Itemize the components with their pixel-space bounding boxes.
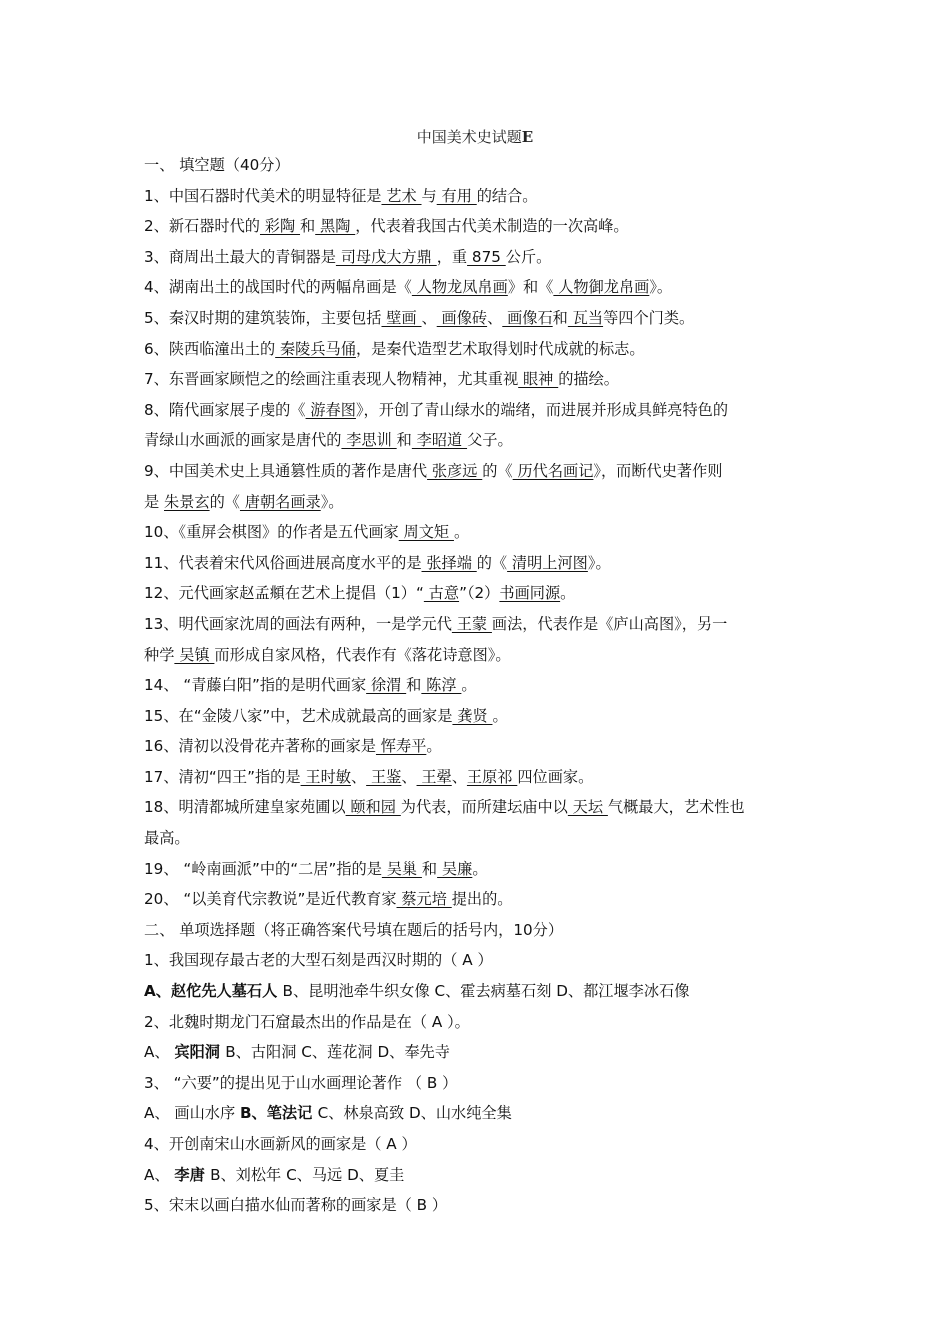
mc-question-5: 5、宋末以画白描水仙而著称的画家是（ B ）: [144, 1196, 448, 1215]
q8-answer-2: 李思训: [341, 431, 397, 450]
q9-text: 是: [144, 492, 165, 511]
mc-question-3: 3、 “六要”的提出见于山水画理论著作 （ B ）: [144, 1073, 458, 1092]
q14-answer-1: 徐渭: [366, 676, 407, 695]
question-2: [144, 211, 809, 242]
q13-text: 种学: [144, 645, 175, 664]
q4-text: 》和《: [507, 278, 554, 297]
q12-answer-1: 古意: [423, 584, 460, 603]
q13-answer-1: 王蒙: [451, 614, 492, 633]
q1-answer-2: 有用: [436, 186, 477, 205]
q8-text: 青绿山水画派的画家是唐代的: [144, 431, 342, 450]
q3-answer-1: 司母戊大方鼎: [335, 247, 437, 266]
q17-text: 、: [451, 767, 467, 786]
q18-answer-2: 天坛: [567, 798, 608, 817]
q8-answer-1: 游春图: [305, 400, 356, 419]
q17-answer-2: 王鉴: [366, 767, 402, 786]
q12-text: 。: [560, 584, 576, 603]
mc-options-4: [144, 1160, 809, 1191]
q19-answer-2: 吴廉: [437, 859, 473, 878]
q16-text: 。: [426, 737, 442, 756]
q5-text: 和: [552, 308, 568, 327]
q1-text: 与: [421, 186, 437, 205]
q5-answer-4: 瓦当: [567, 308, 604, 327]
question-11: [144, 548, 809, 579]
question-3: [144, 242, 809, 273]
mc-question-4: 4、开创南宋山水画新风的画家是（ A ）: [144, 1135, 417, 1153]
q19-text: 和: [421, 859, 438, 878]
q2-text: ，代表着我国古代美术制造的一次高峰。: [355, 217, 629, 236]
mc4-option-prefix: A、: [144, 1165, 175, 1184]
q9-text: 》。: [320, 492, 344, 511]
q17-text: 17、清初“四王”指的是: [144, 767, 301, 786]
mc4-correct-option: 李唐: [174, 1165, 211, 1184]
q5-text: 5、秦汉时期的建筑装饰，主要包括: [144, 308, 382, 327]
q1-text: 的结合。: [476, 186, 538, 205]
q17-text: 四位画家。: [517, 767, 594, 786]
q3-text: 3、商周出土最大的青铜器是: [144, 247, 336, 266]
q13-answer-2: 吴镇: [174, 645, 215, 664]
q13-text: 而形成自家风格，代表作有《落花诗意图》。: [214, 645, 511, 664]
q5-answer-2: 画像砖: [436, 308, 488, 327]
q11-text: 》。: [587, 553, 611, 572]
q13-text: 13、明代画家沈周的画法有两种，一是学元代: [144, 614, 452, 633]
question-18: [144, 792, 809, 823]
document-title: [0, 126, 950, 147]
q11-answer-2: 清明上河图: [507, 553, 588, 572]
q18-text: 气概最大，艺术性也: [607, 798, 745, 817]
q7-text: 的描绘。: [558, 370, 619, 389]
q16-text: 16、清初以没骨花卉著称的画家是: [144, 737, 376, 756]
question-16: [144, 731, 809, 762]
question-4: [144, 272, 809, 303]
q10-text: 10、《重屏会棋图》的作者是五代画家: [144, 523, 399, 542]
q2-answer-1: 彩陶: [259, 217, 301, 236]
q18-text: 18、明清都城所建皇家苑圃以: [144, 798, 346, 817]
mc2-correct-option: 宾阳洞: [174, 1043, 226, 1062]
question-10: [144, 517, 809, 548]
q15-text: 。: [492, 706, 508, 725]
title-suffix: E: [521, 128, 534, 146]
q9-answer-4: 唐朝名画录: [239, 492, 321, 511]
question-19: [144, 854, 809, 885]
q5-answer-3: 画像石: [502, 308, 553, 327]
q8-text: 8、隋代画家展子虔的《: [144, 400, 306, 419]
question-6: [144, 334, 809, 365]
q3-text: 公斤。: [505, 247, 552, 266]
q1-text: 1、中国石器时代美术的明显特征是: [144, 186, 382, 205]
q17-answer-1: 王时敏: [300, 767, 351, 786]
q4-answer-2: 人物御龙帛画: [553, 278, 650, 297]
q14-answer-2: 陈淳: [421, 676, 462, 695]
section-2-header: 二、 单项选择题（将正确答案代号填在题后的括号内，10分）: [144, 920, 564, 939]
q10-answer-1: 周文矩: [398, 523, 454, 542]
mc4-other-options: B、刘松年 C、马远 D、夏圭: [210, 1165, 405, 1184]
q2-text: 2、新石器时代的: [144, 217, 260, 236]
mc3-option-prefix: A、 画山水序: [144, 1104, 240, 1123]
question-1: [144, 181, 809, 212]
mc-options-3: [144, 1098, 809, 1129]
question-13: [144, 609, 809, 640]
q2-answer-2: 黑陶: [315, 217, 356, 236]
q9-text: 的《: [482, 461, 513, 480]
q14-text: 14、 “青藤白阳”指的是明代画家: [144, 676, 367, 695]
question-9-continued: [144, 487, 809, 518]
q17-text: 、: [350, 767, 367, 786]
q11-text: 的《: [476, 553, 508, 572]
mc-question-2: 2、北魏时期龙门石窟最杰出的作品是在（ A ）。: [144, 1012, 470, 1031]
q8-text: 》，开创了青山绿水的端绪，而进展并形成具鲜亮特色的: [355, 400, 729, 419]
q19-text: 。: [472, 859, 488, 878]
question-12: [144, 578, 809, 609]
question-18-continued: 最高。: [144, 829, 190, 848]
q20-text: 提出的。: [451, 890, 513, 909]
question-13-continued: [144, 640, 809, 671]
q2-text: 和: [300, 217, 316, 236]
q17-answer-4: 王原祁: [466, 767, 518, 786]
q9-answer-1: 张彦远: [427, 461, 483, 480]
question-8-continued: [144, 425, 809, 456]
q4-answer-1: 人物龙凤帛画: [411, 278, 508, 297]
q10-text: 。: [453, 523, 470, 542]
q1-answer-1: 艺术: [381, 186, 422, 205]
q12-text: ”（2）: [459, 584, 500, 603]
title-text: 中国美术史试题: [416, 128, 522, 146]
question-15: [144, 701, 809, 732]
q5-text: 、: [421, 308, 437, 327]
question-14: [144, 670, 809, 701]
q14-text: 和: [406, 676, 422, 695]
q5-answer-1: 壁画: [381, 308, 422, 327]
q5-text: 、: [487, 308, 503, 327]
mc-options-1: [144, 976, 809, 1007]
q4-text: 》。: [649, 278, 673, 297]
exam-content: [144, 150, 809, 1221]
q11-answer-1: 张择端: [421, 553, 477, 572]
q4-text: 4、湖南出土的战国时代的两幅帛画是《: [144, 278, 412, 297]
mc3-other-options: C、林泉高致 D、山水纯全集: [317, 1104, 512, 1123]
q6-answer-1: 秦陵兵马俑: [275, 339, 356, 358]
q3-text: ，重: [436, 247, 468, 266]
q6-text: ，是秦代造型艺术取得划时代成就的标志。: [355, 339, 645, 358]
q19-answer-1: 吴巢: [381, 859, 422, 878]
question-17: [144, 762, 809, 793]
q8-text: 父子。: [467, 431, 513, 450]
question-5: [144, 303, 809, 334]
q13-text: 画法，代表作是《庐山高图》，另一: [491, 614, 728, 633]
q18-answer-1: 颐和园: [345, 798, 401, 817]
q16-answer-1: 恽寿平: [375, 737, 427, 756]
q8-answer-3: 李昭道: [411, 431, 468, 450]
mc3-correct-option: B、笔法记: [239, 1104, 318, 1123]
q17-text: 、: [401, 767, 417, 786]
mc-question-1: 1、我国现存最古老的大型石刻是西汉时期的（ A ）: [144, 951, 493, 970]
q15-text: 15、在“金陵八家”中，艺术成就最高的画家是: [144, 706, 453, 725]
q9-text: 9、中国美术史上具通篡性质的著作是唐代: [144, 461, 428, 480]
q11-text: 11、代表着宋代风俗画进展高度水平的是: [144, 553, 422, 572]
q12-answer-2: 书画同源: [499, 584, 561, 603]
question-20: [144, 884, 809, 915]
q18-text: 为代表，而所建坛庙中以: [400, 798, 568, 817]
q19-text: 19、 “岭南画派”中的“二居”指的是: [144, 859, 382, 878]
q20-text: 20、 “以美育代宗教说”是近代教育家: [144, 890, 397, 909]
q15-answer-1: 龚贤: [452, 706, 493, 725]
q8-text: 和: [396, 431, 412, 450]
q12-text: 12、元代画家赵孟頫在艺术上提倡（1）“: [144, 584, 424, 603]
question-7: [144, 364, 809, 395]
q9-text: 的《: [209, 492, 240, 511]
q9-answer-3: 朱景玄: [164, 492, 210, 511]
q14-text: 。: [461, 676, 477, 695]
q5-text: 等四个门类。: [603, 308, 695, 327]
mc-options-2: [144, 1037, 809, 1068]
q6-text: 6、陕西临潼出土的: [144, 339, 276, 358]
q3-answer-2: 875: [467, 247, 506, 266]
q9-text: 》，而断代史著作则: [593, 461, 723, 480]
q17-answer-3: 王翚: [416, 767, 452, 786]
q9-answer-2: 历代名画记: [512, 461, 594, 480]
q7-answer-1: 眼神: [518, 370, 559, 389]
mc2-option-prefix: A、: [144, 1043, 175, 1062]
question-8: [144, 395, 809, 426]
mc1-correct-option: A、赵佗先人墓石人: [144, 982, 283, 1001]
mc1-other-options: B、昆明池牵牛织女像 C、霍去病墓石刻 D、都江堰李冰石像: [282, 982, 690, 1001]
q20-answer-1: 蔡元培: [396, 890, 452, 909]
question-9: [144, 456, 809, 487]
q7-text: 7、东晋画家顾恺之的绘画注重表现人物精神，尤其重视: [144, 370, 519, 389]
mc2-other-options: B、古阳洞 C、莲花洞 D、奉先寺: [225, 1043, 450, 1062]
section-1-header: 一、 填空题（40分）: [144, 156, 290, 174]
